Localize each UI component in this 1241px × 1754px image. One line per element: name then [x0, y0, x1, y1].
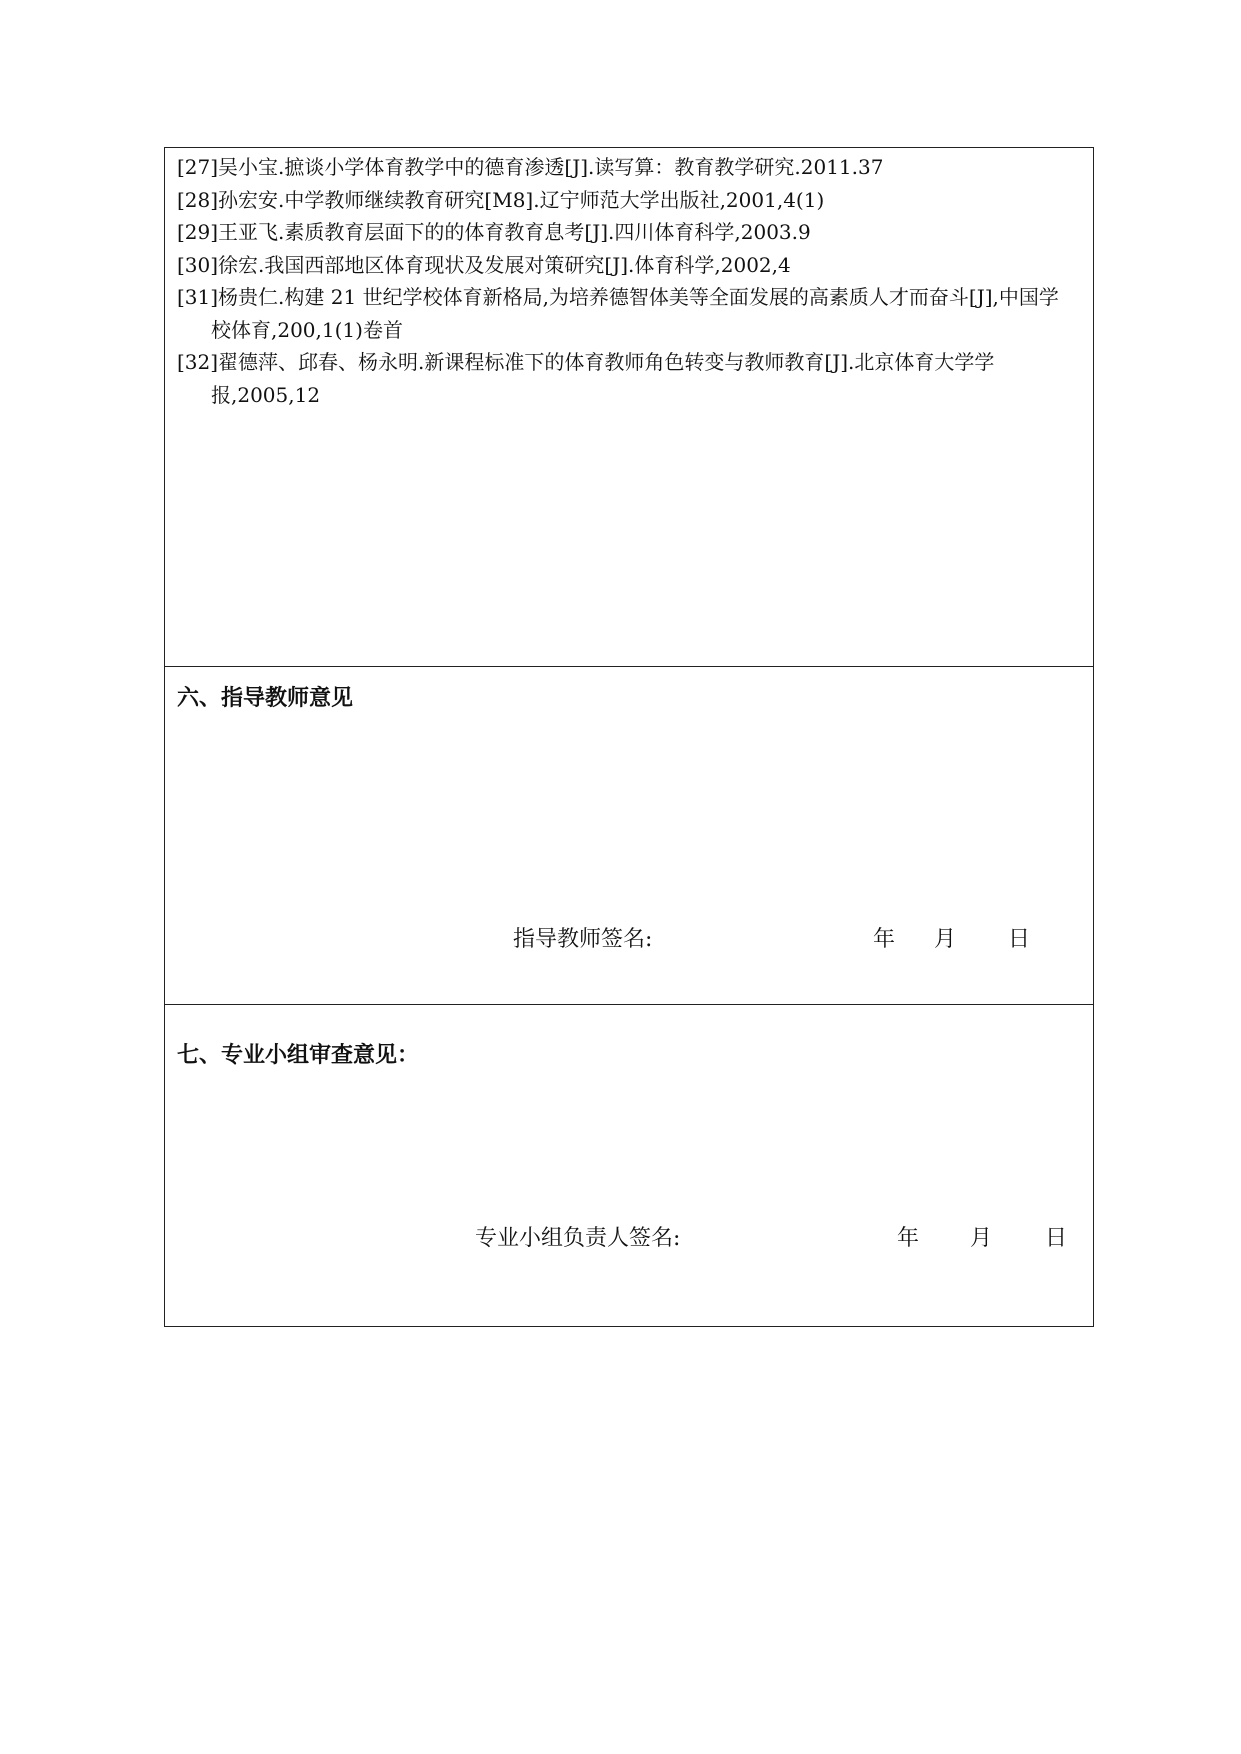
advisor-opinion-section [165, 666, 1093, 1004]
group-signature-label: 专业小组负责人签名: [475, 1226, 681, 1251]
reference-item: [29]王亚飞.素质教育层面下的的体育教育息考[J].四川体育科学,2003.9 [177, 220, 811, 244]
reference-item: [27]吴小宝.摭谈小学体育教学中的德育渗透[J].读写算：教育教学研究.2011.37 [177, 155, 884, 179]
reference-item: [32]翟德萍、邱春、杨永明.新课程标准下的体育教师角色转变与教师教育[J].北京体育大学学报,2005,12 [177, 350, 995, 407]
reference-item: [28]孙宏安.中学教师继续教育研究[M8].辽宁师范大学出版社,2001,4(1) [177, 187, 825, 212]
advisor-day-label: 日 [1008, 927, 1031, 952]
group-day-label: 日 [1045, 1226, 1068, 1251]
reference-item: [31]杨贵仁.构建 21 世纪学校体育新格局,为培养德智体美等全面发展的高素质人才而奋斗[J],中国学校体育,200,1(1)卷首 [177, 285, 1059, 342]
group-year-label: 年 [897, 1226, 920, 1251]
advisor-opinion-heading: 六、指导教师意见 [177, 686, 354, 711]
advisor-month-label: 月 [934, 927, 957, 952]
reference-list [177, 151, 1073, 411]
group-review-section [165, 1004, 1093, 1326]
form-table [164, 147, 1094, 1327]
group-review-heading: 七、专业小组审查意见： [177, 1043, 420, 1068]
references-section [165, 148, 1093, 666]
group-month-label: 月 [970, 1226, 993, 1251]
advisor-year-label: 年 [873, 927, 896, 952]
advisor-signature-label: 指导教师签名: [513, 927, 653, 952]
reference-item: [30]徐宏.我国西部地区体育现状及发展对策研究[J].体育科学,2002,4 [177, 252, 791, 277]
